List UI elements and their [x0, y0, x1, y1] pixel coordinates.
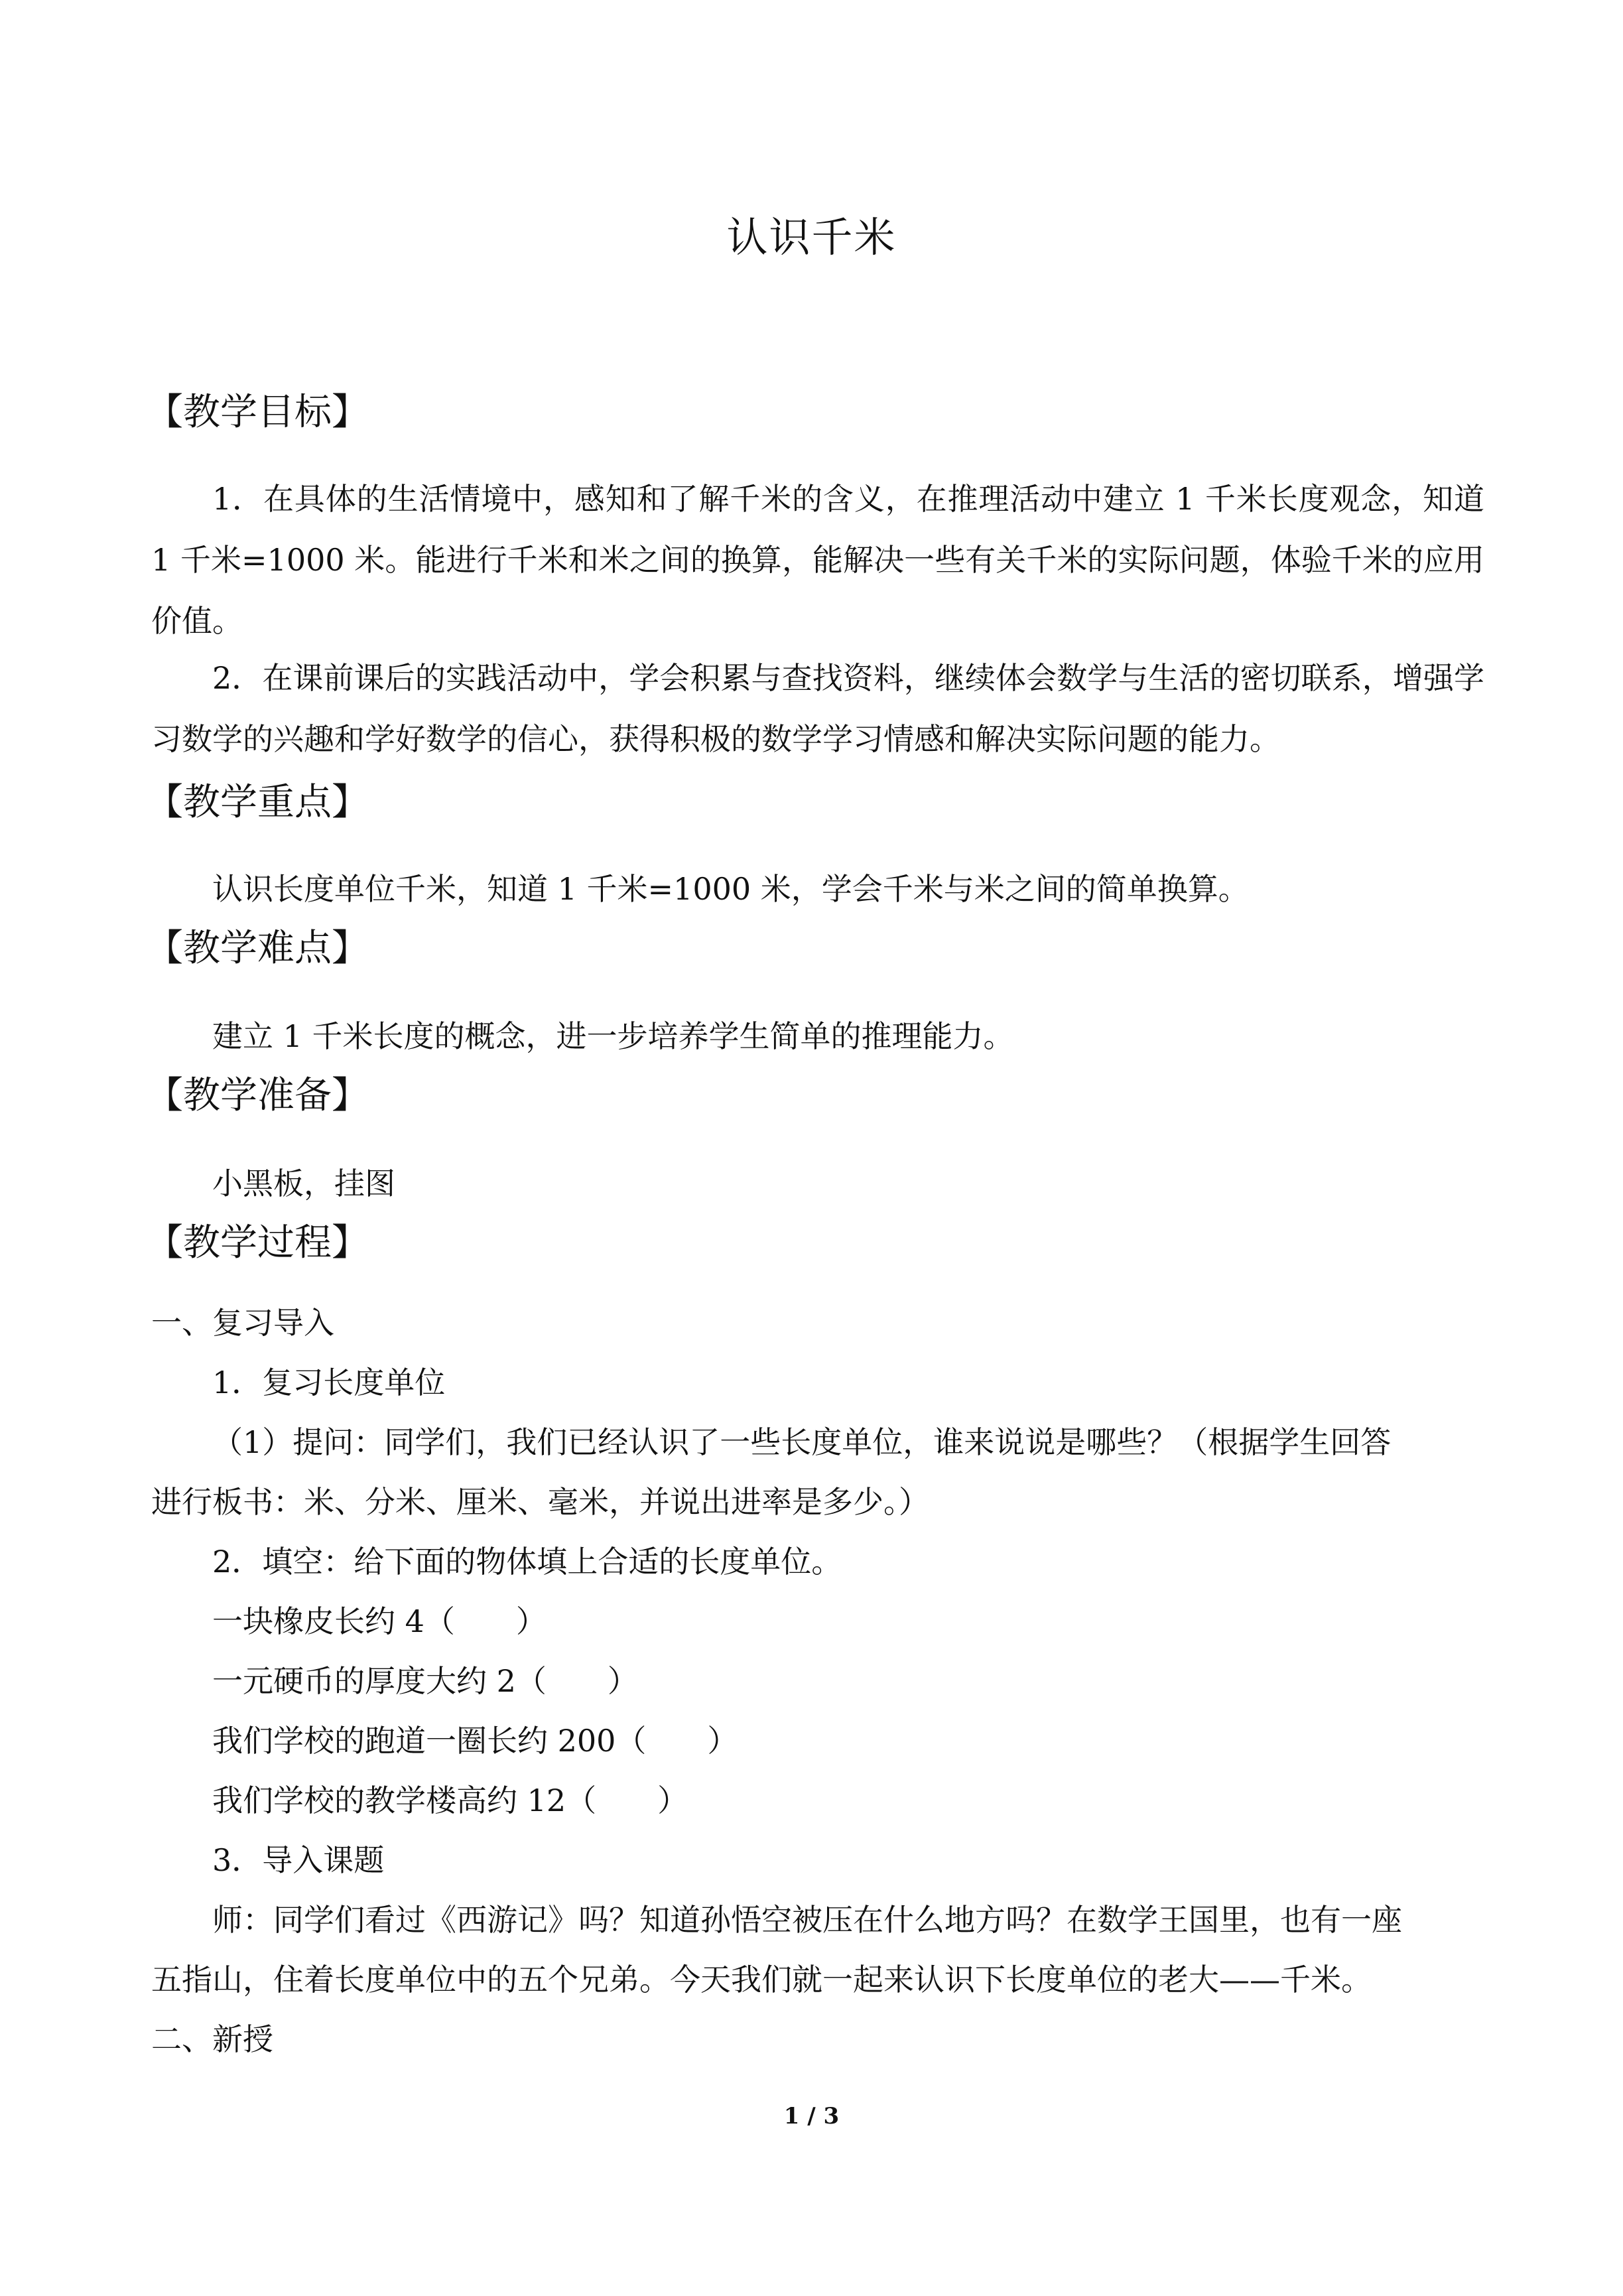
fill-blank-3: 我们学校的跑道一圈长约 200（ ） — [212, 1723, 738, 1759]
heading-objectives: 【教学目标】 — [146, 391, 369, 434]
objectives-paragraph-2: 2．在课前课后的实践活动中，学会积累与查找资料，继续体会数学与生活的密切联系，增强学习数学的兴趣和学好数学的信心，获得积极的数学学习情感和解决实际问题的能力。 — [151, 660, 1484, 757]
process-item-1-question-line-2: 进行板书：米、分米、厘米、毫米，并说出进率是多少。） — [151, 1484, 929, 1520]
difficulties-paragraph: 建立 1 千米长度的概念，进一步培养学生简单的推理能力。 — [212, 1018, 1014, 1054]
key-points-paragraph: 认识长度单位千米，知道 1 千米=1000 米，学会千米与米之间的简单换算。 — [212, 871, 1249, 907]
page-number: 1 / 3 — [783, 2103, 840, 2129]
process-part1-title: 一、复习导入 — [151, 1305, 334, 1341]
preparation-paragraph: 小黑板，挂图 — [212, 1166, 395, 1201]
process-item-3: 3．导入课题 — [212, 1842, 385, 1878]
heading-difficulties: 【教学难点】 — [146, 927, 369, 970]
fill-blank-2: 一元硬币的厚度大约 2（ ） — [212, 1663, 638, 1699]
process-item-1: 1．复习长度单位 — [212, 1365, 446, 1400]
process-part2-title: 二、新授 — [151, 2021, 273, 2057]
fill-blank-4: 我们学校的教学楼高约 12（ ） — [212, 1783, 688, 1818]
heading-process: 【教学过程】 — [146, 1221, 369, 1264]
process-item-2: 2．填空：给下面的物体填上合适的长度单位。 — [212, 1544, 842, 1580]
document-title: 认识千米 — [726, 213, 897, 261]
intro-line-2: 五指山，住着长度单位中的五个兄弟。今天我们就一起来认识下长度单位的老大——千米。 — [151, 1962, 1372, 1997]
intro-line-1: 师：同学们看过《西游记》吗？知道孙悟空被压在什么地方吗？在数学王国里，也有一座 — [212, 1902, 1402, 1938]
process-item-1-question-line-1: （1）提问：同学们，我们已经认识了一些长度单位，谁来说说是哪些？（根据学生回答 — [212, 1424, 1392, 1460]
fill-blank-1: 一块橡皮长约 4（ ） — [212, 1603, 547, 1639]
objectives-paragraph-1: 1．在具体的生活情境中，感知和了解千米的含义，在推理活动中建立 1 千米长度观念，知道 1 千米=1000 米。能进行千米和米之间的换算，能解决一些有关千米的实际问题，体验千米的应用价值。 — [151, 481, 1484, 639]
heading-preparation: 【教学准备】 — [146, 1074, 369, 1117]
heading-key-points: 【教学重点】 — [146, 781, 369, 824]
